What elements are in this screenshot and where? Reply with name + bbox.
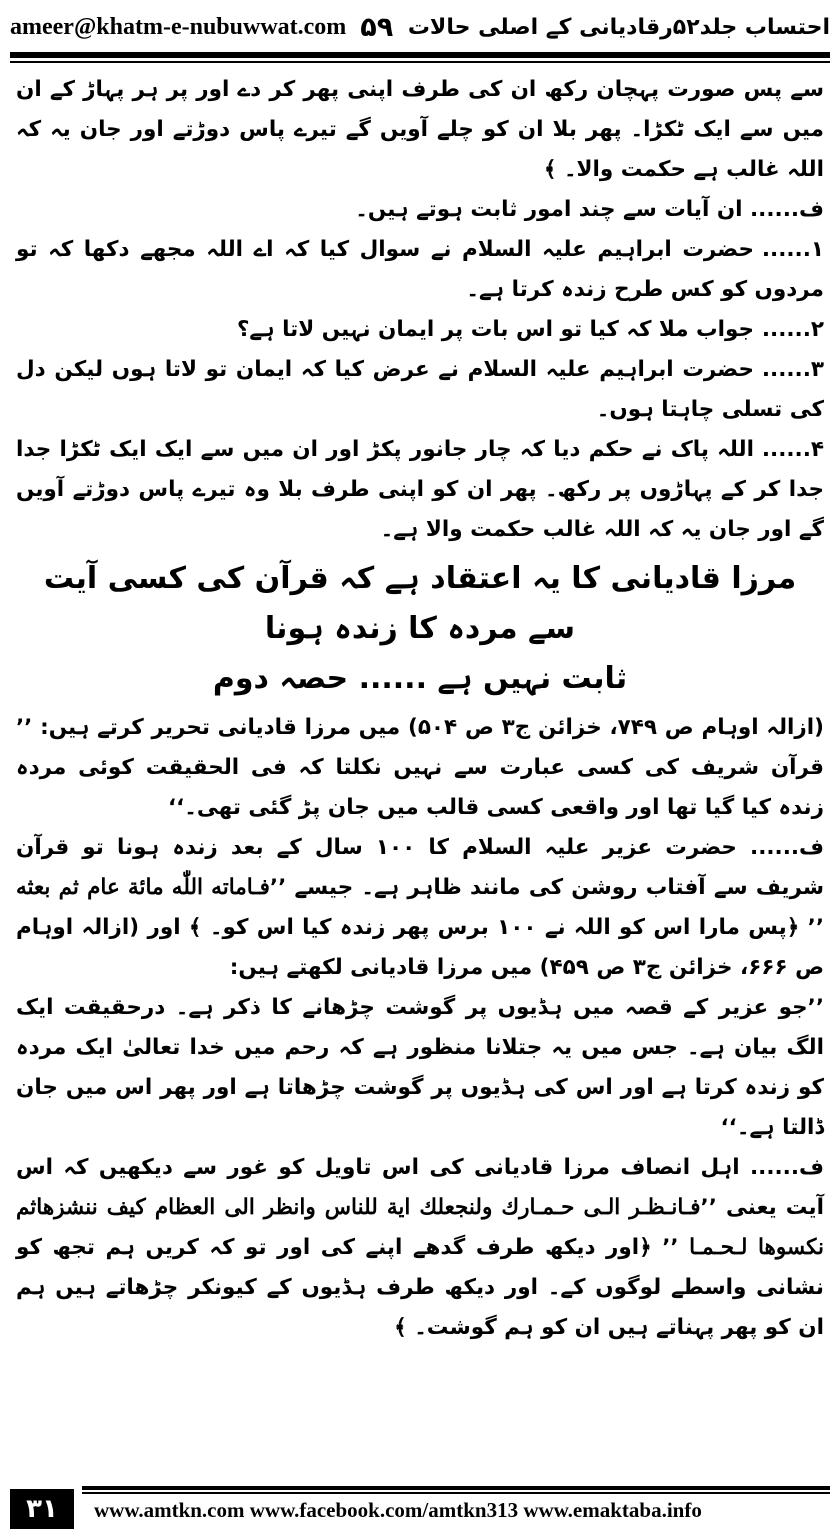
point-item [16, 230, 824, 310]
page-header [10, 4, 830, 50]
point-number: ۲...... [761, 317, 824, 342]
point-item [16, 430, 824, 550]
footer-links: www.amtkn.com www.facebook.com/amtkn313 www.emaktaba.info [94, 1498, 702, 1522]
paragraph-conclusions: ف...... ان آیات سے چند امور ثابت ہوتے ہیں۔ [355, 197, 824, 222]
point-text: جواب ملا کہ کیا تو اس بات پر ایمان نہیں لاتا ہے؟ [236, 317, 754, 342]
uzair-text-b: ’’ ﴿پس مارا اس کو اللہ نے ۱۰۰ برس پھر زندہ کیا اس کو۔ ﴾ اور (ازالہ اوہام ص ۶۶۶، خزائن ج۳ ص ۴۵۹) میں مرزا قادیانی لکھتے ہیں: [16, 915, 824, 980]
point-item [16, 350, 824, 430]
arabic-verse-2: فـانـظـر الـى حـمـارك ولنجعلك اية للناس وانظر الى العظام كيف ننشزهاثم نكسوها لـحـمـا [16, 1195, 824, 1260]
point-number: ۱...... [761, 237, 824, 262]
arabic-verse-1: فـاماته اللّٰه مائة عام ثم بعثه [16, 875, 270, 900]
point-number: ۳...... [761, 357, 824, 382]
header-email: ameer@khatm-e-nubuwwat.com [10, 13, 347, 40]
point-text: حضرت ابراہیم علیہ السلام نے عرض کیا کہ ایمان تو لاتا ہوں لیکن دل کی تسلی چاہتا ہوں۔ [16, 357, 824, 422]
paragraph-final [16, 1148, 824, 1348]
footer-rules [82, 1486, 830, 1496]
footer-rule-thin [82, 1492, 830, 1494]
section-heading [16, 554, 824, 704]
paragraph-uzair [16, 828, 824, 988]
header-rule-thick [10, 52, 830, 58]
page-footer [10, 1486, 830, 1532]
paragraph-intro: سے پس صورت پہچان رکھ ان کی طرف اپنی پھر کر دے اور پر ہر پہاڑ کے ان میں سے ایک ٹکڑا۔ پھر بلا ان کو چلے آویں گے تیرے پاس دوڑتے اور جان یہ کہ اللہ غالب ہے حکمت والا۔ ﴾ [16, 77, 824, 182]
point-text: اللہ پاک نے حکم دیا کہ چار جانور پکڑ اور ان میں سے ایک ایک ٹکڑا جدا جدا کر کے پہاڑوں پر رکھ۔ پھر ان کو اپنی طرف بلا وہ تیرے پاس دوڑتے آویں گے اور جان یہ کہ اللہ غالب حکمت والا ہے۔ [16, 437, 824, 542]
header-left [10, 12, 393, 43]
footer-page-box: ۳۱ [10, 1489, 74, 1529]
header-page-number: ۵۹ [360, 11, 394, 43]
section-heading-line-2: ثابت نہیں ہے ...... حصہ دوم [212, 661, 628, 696]
footer-rule-thick [82, 1486, 830, 1490]
uzair-text-a: ف...... حضرت عزیر علیہ السلام کا ۱۰۰ سال کے بعد زندہ ہونا تو قرآن شریف سے آفتاب روشن کی مانند ظاہر ہے۔ جیسے ’’ [16, 835, 825, 900]
point-text: حضرت ابراہیم علیہ السلام نے سوال کیا کہ اے اللہ مجھے دکھا کہ تو مردوں کو کس طرح زندہ کرتا ہے۔ [16, 237, 824, 302]
final-translation: ’’ ﴿اور دیکھ طرف گدھے اپنے کی اور تو کہ کریں ہم تجھ کو نشانی واسطے لوگوں کے۔ اور دیکھ طرف ہڈیوں کے کیونکر چڑھاتے ہیں ہم ان کو پھر پہناتے ہیں ان کو ہم گوشت۔ ﴾ [16, 1235, 824, 1340]
point-number: ۴...... [761, 437, 824, 462]
header-rule-thin [10, 61, 830, 63]
header-title: احتساب جلد۵۲رقادیانی کے اصلی حالات [407, 14, 830, 40]
final-intro: ف...... اہل انصاف مرزا قادیانی کی اس تاویل کو غور سے دیکھیں کہ اس آیت یعنی ’’ [16, 1155, 824, 1220]
point-item [16, 310, 824, 350]
section-heading-line-1: مرزا قادیانی کا یہ اعتقاد ہے کہ قرآن کی کسی آیت سے مردہ کا زندہ ہونا [43, 561, 797, 646]
paragraph-quote-izala: (ازالہ اوہام ص ۷۴۹، خزائن ج۳ ص ۵۰۴) میں مرزا قادیانی تحریر کرتے ہیں: ’’ قرآن شریف کی کسی عبارت سے نہیں نکلتا کہ فی الحقیقت کوئی مردہ زندہ کیا گیا تھا اور واقعی کسی قالب میں جان پڑ گئی تھی۔‘‘ [16, 715, 824, 820]
page-body [16, 70, 824, 1470]
paragraph-quote-uzair: ’’جو عزیر کے قصہ میں ہڈیوں پر گوشت چڑھانے کا ذکر ہے۔ درحقیقت ایک الگ بیان ہے۔ جس میں یہ جتلانا منظور ہے کہ رحم میں خدا تعالیٰ ایک مردہ کو زندہ کرتا ہے اور اس کی ہڈیوں پر گوشت چڑھاتا ہے اور پھر اس میں جان ڈالتا ہے۔‘‘ [16, 995, 824, 1140]
